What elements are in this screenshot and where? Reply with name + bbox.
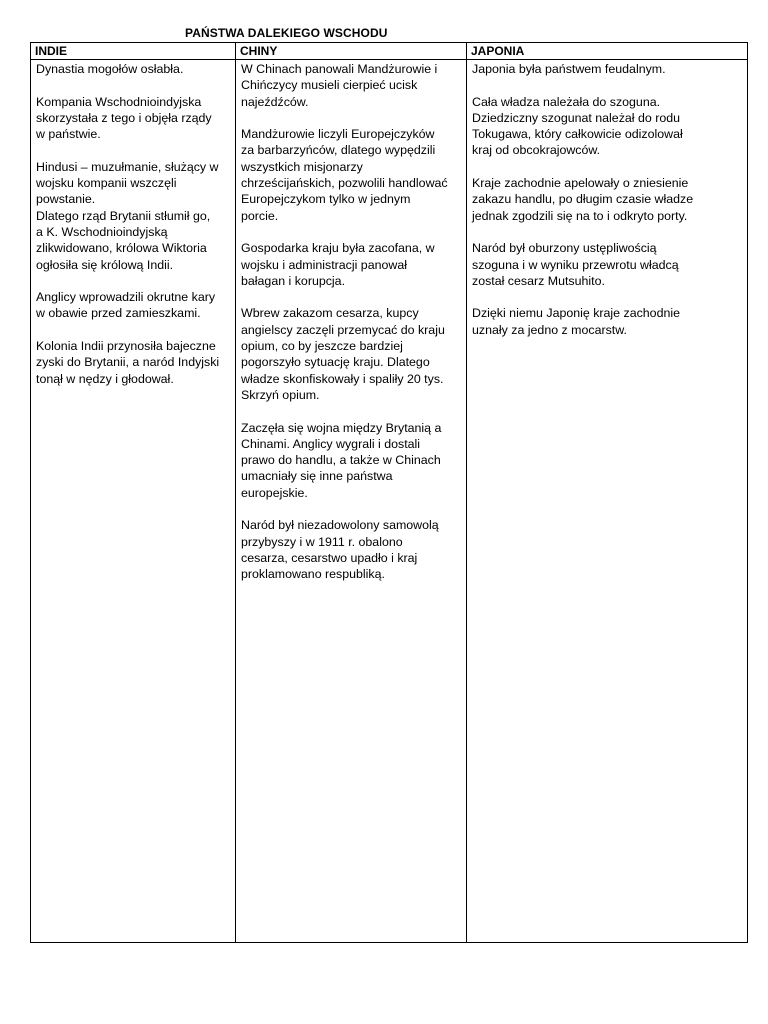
column-header-india: INDIE bbox=[31, 43, 235, 60]
paragraph: Dynastia mogołów osłabła. bbox=[36, 62, 184, 76]
column-body-japan bbox=[467, 60, 747, 338]
page-title: PAŃSTWA DALEKIEGO WSCHODU bbox=[185, 26, 388, 40]
column-china bbox=[236, 43, 467, 942]
comparison-table bbox=[30, 42, 748, 943]
paragraph: Zaczęła się wojna między Brytanią a Chinami. Anglicy wygrali i dostali prawo do handlu, a także w Chinach umacniały się inne państwa europejskie. bbox=[241, 420, 442, 500]
paragraph: Cała władza należała do szoguna. Dziedziczny szogunat należał do rodu Tokugawa, który całkowicie odizolował kraj od obcokrajowców. bbox=[472, 94, 683, 158]
column-japan bbox=[467, 43, 747, 942]
column-body-china bbox=[236, 60, 466, 583]
paragraph: Mandżurowie liczyli Europejczyków za barbarzyńców, dlatego wypędzili wszystkich misjonarzy chrześcijańskich, pozwolili handlować Europejczykom tylko w jednym porcie. bbox=[241, 127, 448, 223]
paragraph: Naród był oburzony ustępliwością szoguna i w wyniku przewrotu władcą został cesarz Mutsuhito. bbox=[472, 241, 679, 288]
paragraph: Japonia była państwem feudalnym. bbox=[472, 62, 666, 76]
paragraph: W Chinach panowali Mandżurowie i Chińczycy musieli cierpieć ucisk najeźdźców. bbox=[241, 62, 438, 109]
column-header-china: CHINY bbox=[236, 43, 466, 60]
column-body-india bbox=[31, 60, 235, 387]
column-india bbox=[31, 43, 236, 942]
paragraph: Kompania Wschodnioindyjska skorzystała z tego i objęła rządy w państwie. bbox=[36, 94, 212, 142]
paragraph: Hindusi – muzułmanie, służący w wojsku kompanii wszczęli powstanie. Dlatego rząd Brytanii stłumił go, a K. Wschodnioindyjską zlikwidowano, królowa Wiktoria ogłosiła się królową Indii. bbox=[36, 159, 219, 272]
column-header-japan: JAPONIA bbox=[467, 43, 747, 60]
paragraph: Kraje zachodnie apelowały o zniesienie zakazu handlu, po długim czasie władze jednak zgodzili się na to i odkryto porty. bbox=[472, 176, 694, 223]
paragraph: Kolonia Indii przynosiła bajeczne zyski do Brytanii, a naród Indyjski tonął w nędzy i głodował. bbox=[36, 339, 220, 386]
paragraph: Anglicy wprowadzili okrutne kary w obawie przed zamieszkami. bbox=[36, 290, 216, 321]
paragraph: Wbrew zakazom cesarza, kupcy angielscy zaczęli przemycać do kraju opium, co by jeszcze bardziej pogorszyło sytuację kraju. Dlatego władze skonfiskowały i spaliły 20 tys. Skrzyń opium. bbox=[241, 306, 445, 402]
paragraph: Gospodarka kraju była zacofana, w wojsku i administracji panował bałagan i korupcja. bbox=[241, 241, 435, 288]
paragraph: Naród był niezadowolony samowolą przybyszy i w 1911 r. obalono cesarza, cesarstwo upadło i kraj proklamowano respubliką. bbox=[241, 518, 439, 582]
paragraph: Dzięki niemu Japonię kraje zachodnie uznały za jedno z mocarstw. bbox=[472, 306, 681, 337]
